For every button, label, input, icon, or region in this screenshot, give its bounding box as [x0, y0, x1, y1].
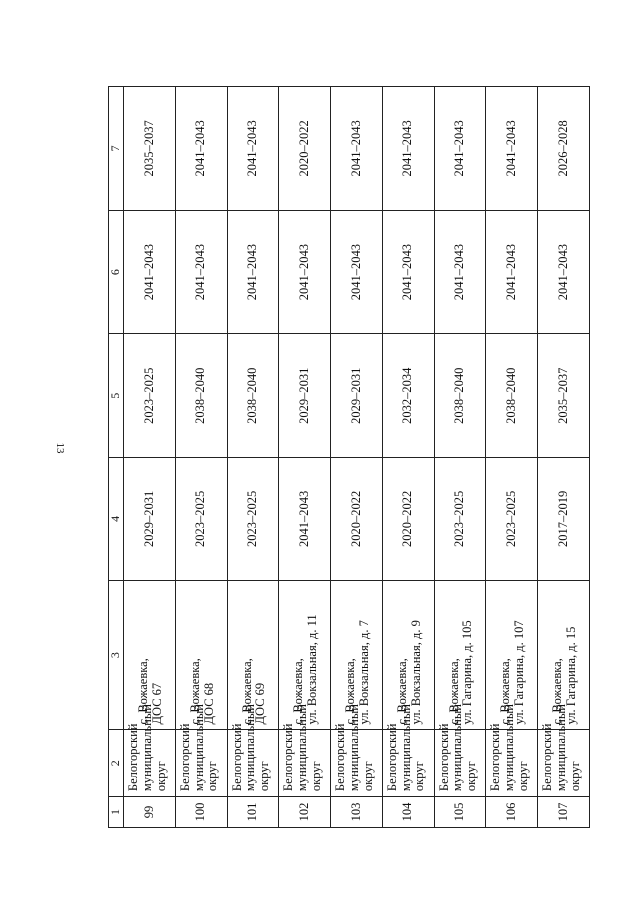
- address-line: с. Вожаевка,: [446, 658, 461, 725]
- district-line: муниципальный: [243, 704, 258, 792]
- district-line: округ: [464, 761, 479, 792]
- period-cell: 2023–2025: [175, 458, 227, 581]
- period-cell: 2023–2025: [434, 458, 486, 581]
- period-cell: 2026–2028: [538, 87, 590, 211]
- address-line: с. Вожаевка,: [136, 658, 151, 725]
- period-cell: 2038–2040: [434, 334, 486, 458]
- period-cell: 2041–2043: [434, 210, 486, 334]
- row-number-cell: 104: [382, 797, 434, 828]
- address-line: с. Вожаевка,: [550, 658, 565, 725]
- address-cell: [124, 580, 176, 730]
- district-line: муниципальный: [346, 704, 361, 792]
- district-line: округ: [360, 761, 375, 792]
- period-cell: 2023–2025: [227, 458, 279, 581]
- address-line: ДОС 67: [149, 682, 164, 725]
- row-number-cell: 99: [124, 797, 176, 828]
- table-row: [538, 87, 590, 828]
- address-cell: [331, 580, 383, 730]
- period-cell: 2041–2043: [434, 87, 486, 211]
- period-cell: 2041–2043: [382, 210, 434, 334]
- district-cell: [227, 704, 279, 797]
- district-line: Белогорский: [333, 723, 348, 792]
- district-line: Белогорский: [436, 723, 451, 792]
- column-header: 3: [109, 580, 124, 730]
- table-row: [175, 87, 227, 828]
- address-line: ул. Гагарина, д. 15: [564, 626, 579, 725]
- column-header: 1: [109, 797, 124, 828]
- address-line: ДОС 69: [253, 682, 268, 725]
- period-cell: 2038–2040: [175, 334, 227, 458]
- address-line: ул. Вокзальная, д. 9: [408, 620, 423, 725]
- address-line: ул. Гагарина, д. 105: [460, 620, 475, 725]
- district-line: муниципальный: [502, 704, 517, 792]
- period-cell: 2029–2031: [279, 334, 331, 458]
- row-number-cell: 101: [227, 797, 279, 828]
- address-line: с. Вожаевка,: [343, 658, 358, 725]
- period-cell: 2038–2040: [486, 334, 538, 458]
- period-cell: 2023–2025: [486, 458, 538, 581]
- district-line: Белогорский: [229, 723, 244, 792]
- period-cell: 2023–2025: [124, 334, 176, 458]
- period-cell: 2041–2043: [486, 210, 538, 334]
- address-cell: [227, 580, 279, 730]
- district-cell: [124, 704, 176, 797]
- address-line: с. Вожаевка,: [291, 658, 306, 725]
- address-cell: [434, 580, 486, 730]
- rotated-table-frame: [108, 86, 590, 828]
- row-number-cell: 105: [434, 797, 486, 828]
- period-cell: 2029–2031: [331, 334, 383, 458]
- period-cell: 2035–2037: [538, 334, 590, 458]
- row-number-cell: 107: [538, 797, 590, 828]
- period-cell: 2041–2043: [227, 210, 279, 334]
- district-line: Белогорский: [384, 723, 399, 792]
- district-line: Белогорский: [488, 723, 503, 792]
- table-row: [331, 87, 383, 828]
- period-cell: 2020–2022: [331, 458, 383, 581]
- period-cell: 2041–2043: [382, 87, 434, 211]
- address-line: с. Вожаевка,: [394, 658, 409, 725]
- header-row: [109, 87, 124, 828]
- period-cell: 2041–2043: [124, 210, 176, 334]
- period-cell: 2041–2043: [486, 87, 538, 211]
- address-cell: [382, 580, 434, 730]
- table-row: [434, 87, 486, 828]
- period-cell: 2041–2043: [538, 210, 590, 334]
- table-row: [124, 87, 176, 828]
- district-line: округ: [205, 761, 220, 792]
- district-line: Белогорский: [281, 723, 296, 792]
- district-line: округ: [257, 761, 272, 792]
- district-line: округ: [412, 761, 427, 792]
- district-line: муниципальный: [139, 704, 154, 792]
- period-cell: 2020–2022: [279, 87, 331, 211]
- address-line: ул. Гагарина, д. 107: [512, 620, 527, 725]
- district-line: Белогорский: [126, 723, 140, 792]
- address-line: с. Вожаевка,: [498, 658, 513, 725]
- page-number: 13: [54, 442, 66, 454]
- address-line: с. Вожаевка,: [187, 658, 202, 725]
- district-line: округ: [308, 761, 323, 792]
- address-cell: [538, 580, 590, 730]
- column-header: 6: [109, 210, 124, 334]
- table-row: [279, 87, 331, 828]
- row-number-cell: 106: [486, 797, 538, 828]
- table-row: [227, 87, 279, 828]
- district-cell: [331, 704, 383, 797]
- district-line: муниципальный: [191, 704, 206, 792]
- district-line: муниципальный: [295, 704, 310, 792]
- period-cell: 2041–2043: [279, 458, 331, 581]
- address-cell: [486, 580, 538, 730]
- district-line: Белогорский: [540, 723, 555, 792]
- address-line: ул. Вокзальная, д. 7: [356, 620, 371, 725]
- address-cell: [279, 580, 331, 730]
- district-line: муниципальный: [398, 704, 413, 792]
- address-line: ул. Вокзальная, д. 11: [305, 614, 320, 725]
- row-number-cell: 103: [331, 797, 383, 828]
- column-header: 2: [109, 730, 124, 797]
- table-row: [486, 87, 538, 828]
- district-line: округ: [567, 761, 582, 792]
- district-cell: [486, 704, 538, 797]
- district-cell: [382, 704, 434, 797]
- district-line: округ: [515, 761, 530, 792]
- row-number-cell: 100: [175, 797, 227, 828]
- district-cell: [175, 704, 227, 797]
- district-cell: [538, 704, 590, 797]
- district-line: муниципальный: [450, 704, 465, 792]
- period-cell: 2035–2037: [124, 87, 176, 211]
- period-cell: 2041–2043: [331, 210, 383, 334]
- period-cell: 2038–2040: [227, 334, 279, 458]
- schedule-table: [108, 86, 590, 828]
- address-line: с. Вожаевка,: [239, 658, 254, 725]
- period-cell: 2029–2031: [124, 458, 176, 581]
- period-cell: 2020–2022: [382, 458, 434, 581]
- district-cell: [434, 704, 486, 797]
- table-row: [382, 87, 434, 828]
- column-header: 7: [109, 87, 124, 211]
- district-line: Белогорский: [177, 723, 192, 792]
- period-cell: 2041–2043: [175, 210, 227, 334]
- period-cell: 2041–2043: [175, 87, 227, 211]
- period-cell: 2017–2019: [538, 458, 590, 581]
- period-cell: 2041–2043: [279, 210, 331, 334]
- district-line: округ: [153, 761, 168, 792]
- row-number-cell: 102: [279, 797, 331, 828]
- table-container: [108, 86, 590, 828]
- address-line: ДОС 68: [201, 682, 216, 725]
- column-header: 5: [109, 334, 124, 458]
- period-cell: 2032–2034: [382, 334, 434, 458]
- address-cell: [175, 580, 227, 730]
- period-cell: 2041–2043: [227, 87, 279, 211]
- district-cell: [279, 704, 331, 797]
- period-cell: 2041–2043: [331, 87, 383, 211]
- column-header: 4: [109, 458, 124, 581]
- district-line: муниципальный: [553, 704, 568, 792]
